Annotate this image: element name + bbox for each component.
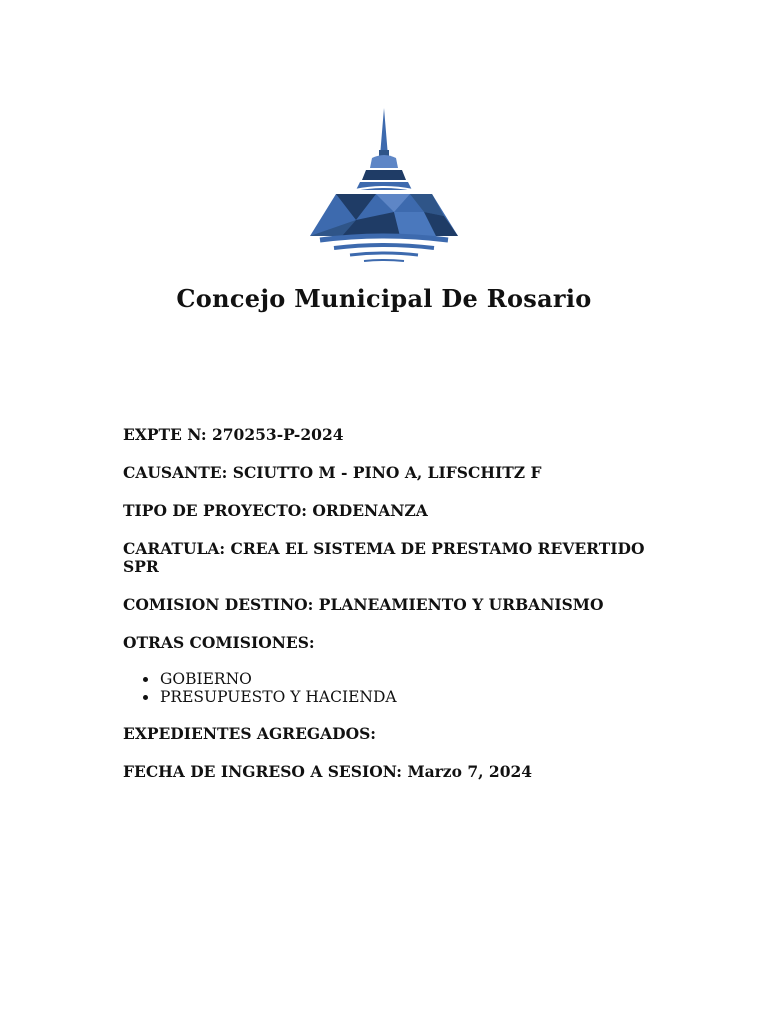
field-value: CREA EL SISTEMA DE PRESTAMO REVERTIDO SPR [123, 539, 645, 576]
field-expedientes-agregados [123, 725, 683, 743]
field-comision-destino [123, 596, 683, 614]
record-fields [123, 426, 683, 801]
page-title: Concejo Municipal De Rosario [176, 284, 592, 313]
field-value: ORDENANZA [312, 501, 428, 520]
field-label: FECHA DE INGRESO A SESION: [123, 762, 403, 781]
field-label: CAUSANTE: [123, 463, 228, 482]
field-value: Marzo 7, 2024 [407, 762, 533, 781]
field-causante [123, 464, 683, 482]
comisiones-list [123, 670, 683, 706]
field-otras-comisiones [123, 634, 683, 652]
field-tipo-proyecto [123, 502, 683, 520]
field-fecha-ingreso [123, 763, 683, 781]
list-item: PRESUPUESTO Y HACIENDA [139, 688, 683, 706]
field-expte [123, 426, 683, 444]
field-value: 270253-P-2024 [211, 425, 344, 444]
dome-logo-icon [306, 108, 462, 266]
field-label: EXPEDIENTES AGREGADOS: [123, 724, 377, 743]
field-label: OTRAS COMISIONES: [123, 633, 315, 652]
field-value: SCIUTTO M - PINO A, LIFSCHITZ F [232, 463, 542, 482]
field-label: CARATULA: [123, 539, 226, 558]
field-label: EXPTE N: [123, 425, 207, 444]
field-value: PLANEAMIENTO Y URBANISMO [318, 595, 604, 614]
list-item: GOBIERNO [139, 670, 683, 688]
field-label: TIPO DE PROYECTO: [123, 501, 308, 520]
field-caratula [123, 540, 683, 576]
field-label: COMISION DESTINO: [123, 595, 314, 614]
